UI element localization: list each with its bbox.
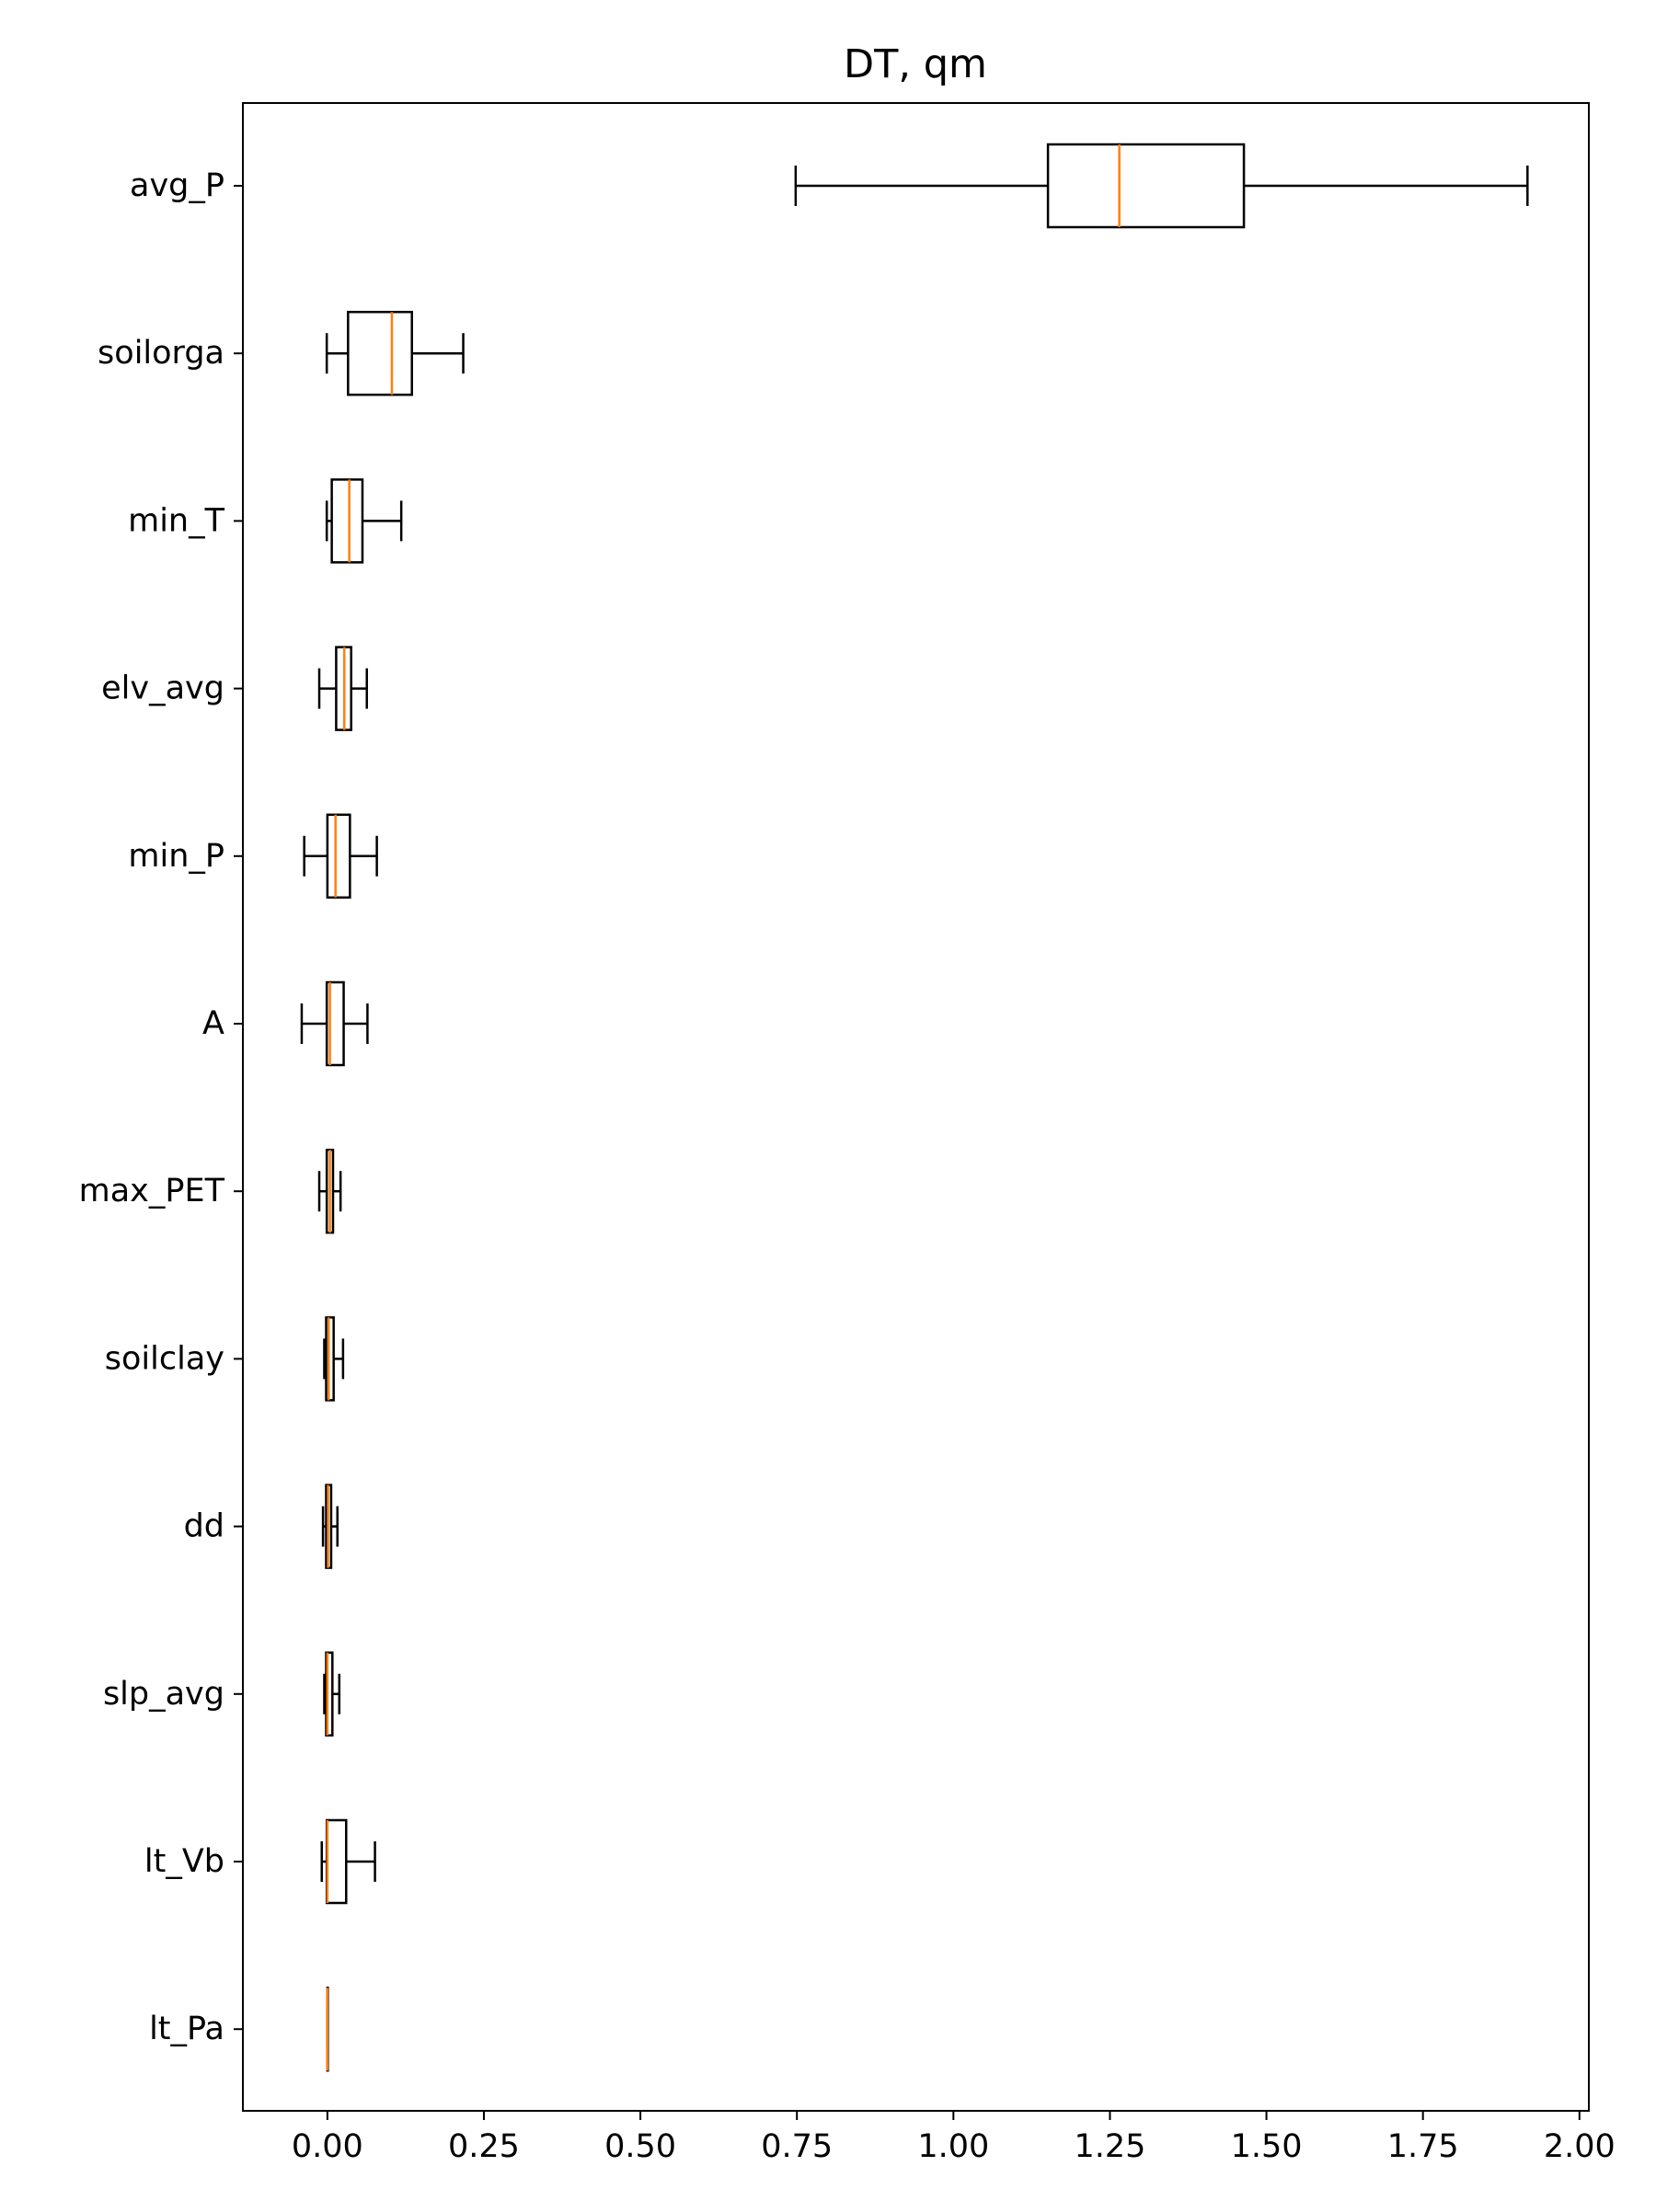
ytick-label: min_T (128, 502, 224, 540)
ytick-label: lt_Pa (149, 2011, 224, 2048)
xtick-label: 0.00 (291, 2128, 363, 2165)
ytick-label: avg_P (130, 167, 224, 204)
xtick-label: 0.50 (604, 2128, 677, 2165)
ytick-label: dd (183, 1507, 224, 1545)
xtick-label: 1.00 (917, 2128, 990, 2165)
ytick-label: min_P (128, 837, 224, 875)
ytick-label: max_PET (78, 1173, 224, 1210)
xtick-label: 1.50 (1230, 2128, 1303, 2165)
xtick-label: 0.25 (448, 2128, 520, 2165)
ytick-label: soilclay (104, 1340, 224, 1378)
xtick-label: 0.75 (761, 2128, 834, 2165)
ytick-label: elv_avg (101, 670, 224, 707)
xtick-label: 1.75 (1386, 2128, 1459, 2165)
ytick-label: slp_avg (102, 1675, 224, 1713)
ytick-label: soilorga (98, 335, 224, 372)
xtick-label: 2.00 (1543, 2128, 1616, 2165)
chart-title: DT, qm (844, 41, 987, 87)
xtick-label: 1.25 (1074, 2128, 1146, 2165)
ytick-label: lt_Vb (144, 1843, 224, 1880)
ytick-label: A (202, 1005, 224, 1042)
